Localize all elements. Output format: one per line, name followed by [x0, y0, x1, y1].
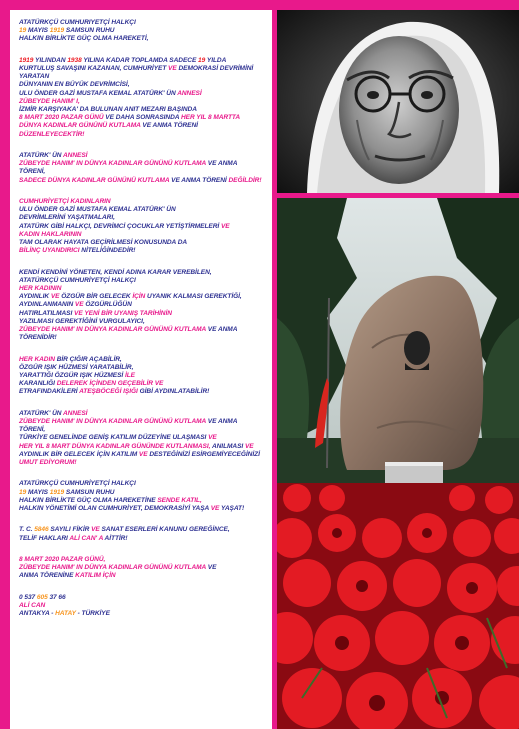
text-segment: ZÜBEYDE HANIM' IN DÜNYA KADINLAR GÜNÜNÜ KUTLAMA [19, 326, 208, 334]
text-paragraph-2 [19, 57, 268, 139]
text-segment: VE [138, 450, 150, 458]
text-segment: GİBİ [139, 388, 155, 396]
text-line [19, 410, 268, 418]
text-segment: SADECE DÜNYA KADINLAR GÜNÜNÜ KUTLAMA [19, 176, 172, 184]
text-segment: 8 MART 2020 PAZAR GÜNÜ [19, 114, 106, 122]
text-segment: İLE [124, 372, 136, 380]
text-segment: ATATÜRK GİBİ HALKÇI, DEVRİMCİ ÇOCUKLAR YETİŞTİRMELERİ [19, 222, 221, 230]
text-segment: SENDE KATIL, [157, 496, 202, 504]
text-line [19, 122, 268, 130]
text-segment: ANMA [217, 418, 238, 426]
text-segment: VE [142, 122, 153, 130]
text-segment: İZMİR KARŞIYAKA' DA BULUNAN ANIT MEZARI BAŞINDA [19, 106, 197, 114]
portrait-image [277, 10, 519, 193]
text-segment: MAYIS [27, 27, 50, 35]
text-line [19, 269, 268, 277]
text-line [19, 285, 268, 293]
text-line [19, 35, 268, 43]
text-segment: SAMSUN RUHU [65, 488, 115, 496]
text-segment: KATILIM İÇİN [75, 572, 116, 580]
text-segment: ANMA [217, 326, 238, 334]
text-segment: İÇİN [132, 293, 148, 301]
text-paragraph-11 [19, 594, 268, 619]
text-segment: ÖZGÜRLÜĞÜN [85, 301, 132, 309]
text-segment: VE [208, 434, 217, 442]
text-line [19, 388, 268, 396]
text-segment: SAYILI FİKİR [50, 526, 92, 534]
text-segment: ZÜBEYDE HANIM' IN DÜNYA KADINLAR GÜNÜNÜ KUTLAMA [19, 160, 208, 168]
text-paragraph-8 [19, 480, 268, 513]
text-segment: 1919 [49, 488, 66, 496]
text-segment: 1919 [19, 56, 36, 64]
text-line [19, 497, 268, 505]
text-segment: HATAY [55, 610, 78, 618]
text-line [19, 198, 268, 206]
text-segment: ANMA TÖRENİ [152, 122, 198, 130]
text-line [19, 334, 268, 342]
text-paragraph-7 [19, 410, 268, 467]
text-paragraph-5 [19, 269, 268, 343]
text-segment: ULU ÖNDER GAZİ MUSTAFA KEMAL ATATÜRK' ÜN [19, 206, 176, 214]
text-segment: VE [50, 293, 62, 301]
text-segment: 19 [19, 488, 28, 496]
text-segment: 1919 [49, 27, 66, 35]
text-segment: TÜRKİYE GENELİNDE GENİŞ KATILIM DÜZEYİNE ULAŞMASI [19, 434, 209, 442]
text-segment: DEMOKRASİ DEVRİMİNİ [178, 65, 254, 72]
text-line [19, 81, 268, 89]
text-line [19, 418, 268, 426]
text-segment: ANTAKYA - [19, 610, 56, 618]
text-segment: VE [207, 418, 218, 426]
text-segment: SANAT ESERLERİ KANUNU GEREĞİNCE, [101, 526, 230, 534]
text-line [19, 131, 268, 139]
text-segment: YILDA [206, 56, 227, 64]
text-segment: VE [74, 301, 86, 309]
text-segment: VE [171, 176, 182, 184]
text-line [19, 594, 268, 602]
text-segment: TELİF HAKLARI [19, 534, 70, 542]
text-line [19, 152, 268, 160]
text-segment: AYDINLIK BİR GELECEK İÇİN KATILIM [19, 450, 139, 458]
text-line [19, 177, 268, 185]
text-segment: ANILMASI [211, 442, 245, 450]
monument-image [277, 198, 519, 729]
text-segment: VE [207, 326, 218, 334]
text-segment: TAM OLARAK HAYATA GEÇİRİLMESİ KONUSUNDA DA [19, 239, 188, 247]
text-segment: VE [244, 442, 254, 450]
text-segment: VE [207, 564, 217, 572]
text-line [19, 572, 268, 580]
text-segment: ZÜBEYDE HANIM' IN DÜNYA KADINLAR GÜNÜNÜ KUTLAMA [19, 564, 208, 572]
text-segment: TÖRENİ, [19, 168, 46, 176]
text-segment: AYDINLIK [19, 293, 51, 301]
text-segment: 605 [36, 593, 50, 601]
text-segment: HER KADININ [19, 285, 62, 293]
text-segment: AYDINLANMANIN [19, 301, 75, 309]
text-line [19, 301, 268, 309]
text-segment: DELEREK İÇİNDEN GEÇEBİLİR [56, 380, 155, 388]
text-segment: 0 537 [19, 593, 37, 601]
text-line [19, 443, 268, 451]
text-segment: ETRAFINDAKİLERİ [19, 388, 80, 396]
text-line [19, 106, 268, 114]
text-segment: VE [105, 114, 116, 122]
text-segment: SAMSUN RUHU [65, 27, 115, 35]
text-segment: 1938 [67, 56, 84, 64]
text-line [19, 247, 268, 255]
text-line [19, 526, 268, 534]
text-segment: HER YIL 8 MARTTA [180, 114, 241, 122]
text-paragraph-4 [19, 198, 268, 255]
text-segment: TÖRENİ, [19, 426, 46, 434]
text-line [19, 434, 268, 442]
text-segment: YILINDAN [35, 56, 68, 64]
text-segment: VE [207, 160, 218, 168]
text-segment: DEVRİMLERİNİ YAŞATMALARI, [19, 214, 115, 222]
text-line [19, 57, 268, 65]
text-segment: DÜZENLEYECEKTİR! [19, 130, 85, 138]
text-segment: ÖZGÜR IŞIK HÜZMESİ YARATABİLİR, [19, 363, 134, 371]
text-line [19, 277, 268, 285]
text-paragraph-1 [19, 19, 268, 44]
text-segment: 37 66 [49, 593, 66, 601]
text-segment: ZÜBEYDE HANIM' I, [19, 97, 80, 105]
text-line [19, 459, 268, 467]
text-line [19, 310, 268, 318]
text-paragraph-9 [19, 526, 268, 542]
text-segment: UYANIK KALMASI GEREKTİĞİ, [147, 293, 242, 301]
text-segment: DESTEĞİNİZİ ESİRGEMİYECEĞİNİZİ [149, 450, 260, 458]
text-segment: ATATÜRKÇÜ CUMHURIYETÇİ HALKÇI [19, 19, 136, 26]
text-line [19, 168, 268, 176]
text-segment: HALKIN BİRLİKTE GÜÇ OLMA HAREKETİ, [19, 35, 149, 43]
text-segment: TÖRENİDİR! [19, 334, 57, 342]
text-segment: UMUT EDİYORUM! [19, 459, 77, 467]
text-segment: ATATÜRK' ÜN [19, 152, 63, 160]
text-line [19, 535, 268, 543]
text-segment: - TÜRKİYE [77, 610, 110, 618]
text-segment: KADIN HAKLARININ [19, 230, 82, 238]
text-segment: ANMA TÖRENİNE [19, 572, 76, 580]
text-paragraph-6 [19, 356, 268, 397]
text-segment: VE [91, 526, 102, 534]
portrait-photo [277, 10, 519, 193]
text-segment: VE [210, 505, 222, 513]
text-segment: VE [168, 65, 179, 72]
text-paragraph-10 [19, 556, 268, 581]
text-line [19, 451, 268, 459]
text-segment: CUMHURİYETÇİ KADINLARIN [19, 198, 111, 206]
text-segment: YAŞAT! [221, 505, 245, 513]
text-segment: NİTELİĞİNDEDİR! [81, 247, 136, 255]
text-column [10, 10, 272, 729]
text-segment: 5846 [34, 526, 51, 534]
text-segment: ÖZGÜR BİR GELECEK [61, 293, 133, 301]
text-line [19, 318, 268, 326]
text-segment: YARATAN [19, 73, 50, 81]
text-segment: YENİ BİR UYANIŞ TARİHİNİN [84, 309, 172, 317]
text-line [19, 480, 268, 488]
text-line [19, 505, 268, 513]
monument-photo [277, 198, 519, 729]
text-line [19, 231, 268, 239]
text-segment: YARATTIĞI ÖZGÜR IŞIK HÜZMESİ [19, 372, 125, 380]
text-segment: KURTULUŞ SAVAŞINI KAZANAN, CUMHURİYET [19, 65, 169, 72]
text-line [19, 19, 268, 27]
text-segment: KARANLIĞI [19, 380, 57, 388]
text-segment: ATATÜRKÇÜ CUMHURİYETÇİ HALKÇI [19, 276, 136, 284]
text-segment: ATEŞBÖCEĞİ IŞIĞI [79, 388, 140, 396]
text-line [19, 98, 268, 106]
text-line [19, 90, 268, 98]
text-segment: DÜNYA KADINLAR GÜNÜNÜ KUTLAMA [19, 122, 143, 130]
text-segment: YAZILMASI GEREKTİĞİNİ VURGULAYICI, [19, 317, 145, 325]
text-segment: HATIRLATILMASI [19, 309, 75, 317]
text-paragraph-3 [19, 152, 268, 185]
text-segment: HALKIN YÖNETİMİ OLAN CUMHURİYET, DEMOKRASİYİ YAŞA [19, 505, 211, 513]
text-segment: VE [154, 380, 164, 388]
text-line [19, 610, 268, 618]
text-segment: ALİ CAN [19, 602, 46, 610]
text-segment: AİTTİR! [104, 534, 128, 542]
text-line [19, 160, 268, 168]
text-segment: ALİ CAN' A [69, 534, 105, 542]
text-segment: 19 [198, 56, 207, 64]
text-segment: AYDINLATABİLİR! [154, 388, 210, 396]
text-segment: MAYIS [27, 488, 50, 496]
text-segment: VE [74, 309, 85, 317]
text-segment: VE [220, 222, 230, 230]
text-line [19, 364, 268, 372]
text-segment: BİR ÇIĞIR AÇABİLİR, [56, 355, 122, 363]
text-line [19, 239, 268, 247]
text-line [19, 223, 268, 231]
text-segment: KENDİ KENDİNİ YÖNETEN, KENDİ ADINA KARAR VEREBİLEN, [19, 268, 212, 276]
text-segment: ANMA TÖRENİ [181, 176, 229, 184]
text-segment: ANNESİ [63, 152, 88, 160]
text-segment: HER KADIN [19, 355, 57, 363]
text-line [19, 489, 268, 497]
text-segment: ANMA [217, 160, 238, 168]
text-segment: HER YIL 8 MART DÜNYA KADINLAR GÜNÜNDE KUTLANMASI, [19, 442, 212, 450]
text-segment: DÜNYANIN EN BÜYÜK DEVRİMCİSİ, [19, 81, 130, 89]
text-segment: YILINA KADAR TOPLAMDA SADECE [83, 56, 199, 64]
text-segment: DEĞİLDİR! [228, 176, 262, 184]
text-segment: BİLİNÇ UYANDIRICI [19, 247, 82, 255]
text-segment: 8 MART 2020 PAZAR GÜNÜ, [19, 556, 106, 564]
text-segment: T. C. [19, 526, 35, 534]
text-line [19, 214, 268, 222]
text-segment: HALKIN BİRLİKTE GÜÇ OLMA HAREKETİNE [19, 496, 158, 504]
text-segment: ZÜBEYDE HANIM' IN DÜNYA KADINLAR GÜNÜNÜ KUTLAMA [19, 418, 208, 426]
text-segment: ATATÜRKÇÜ CUMHURİYETÇİ HALKÇI [19, 480, 136, 488]
text-line [19, 65, 268, 73]
text-line [19, 356, 268, 364]
text-segment: ATATÜRK' ÜN [19, 409, 63, 417]
text-segment: ANNESİ [177, 89, 202, 97]
text-segment: ULU ÖNDER GAZİ MUSTAFA KEMAL ATATÜRK' ÜN [19, 89, 178, 97]
text-segment: 19 [19, 27, 28, 35]
text-segment: ANNESİ [63, 409, 88, 417]
text-segment: DAHA SONRASINDA [115, 114, 181, 122]
